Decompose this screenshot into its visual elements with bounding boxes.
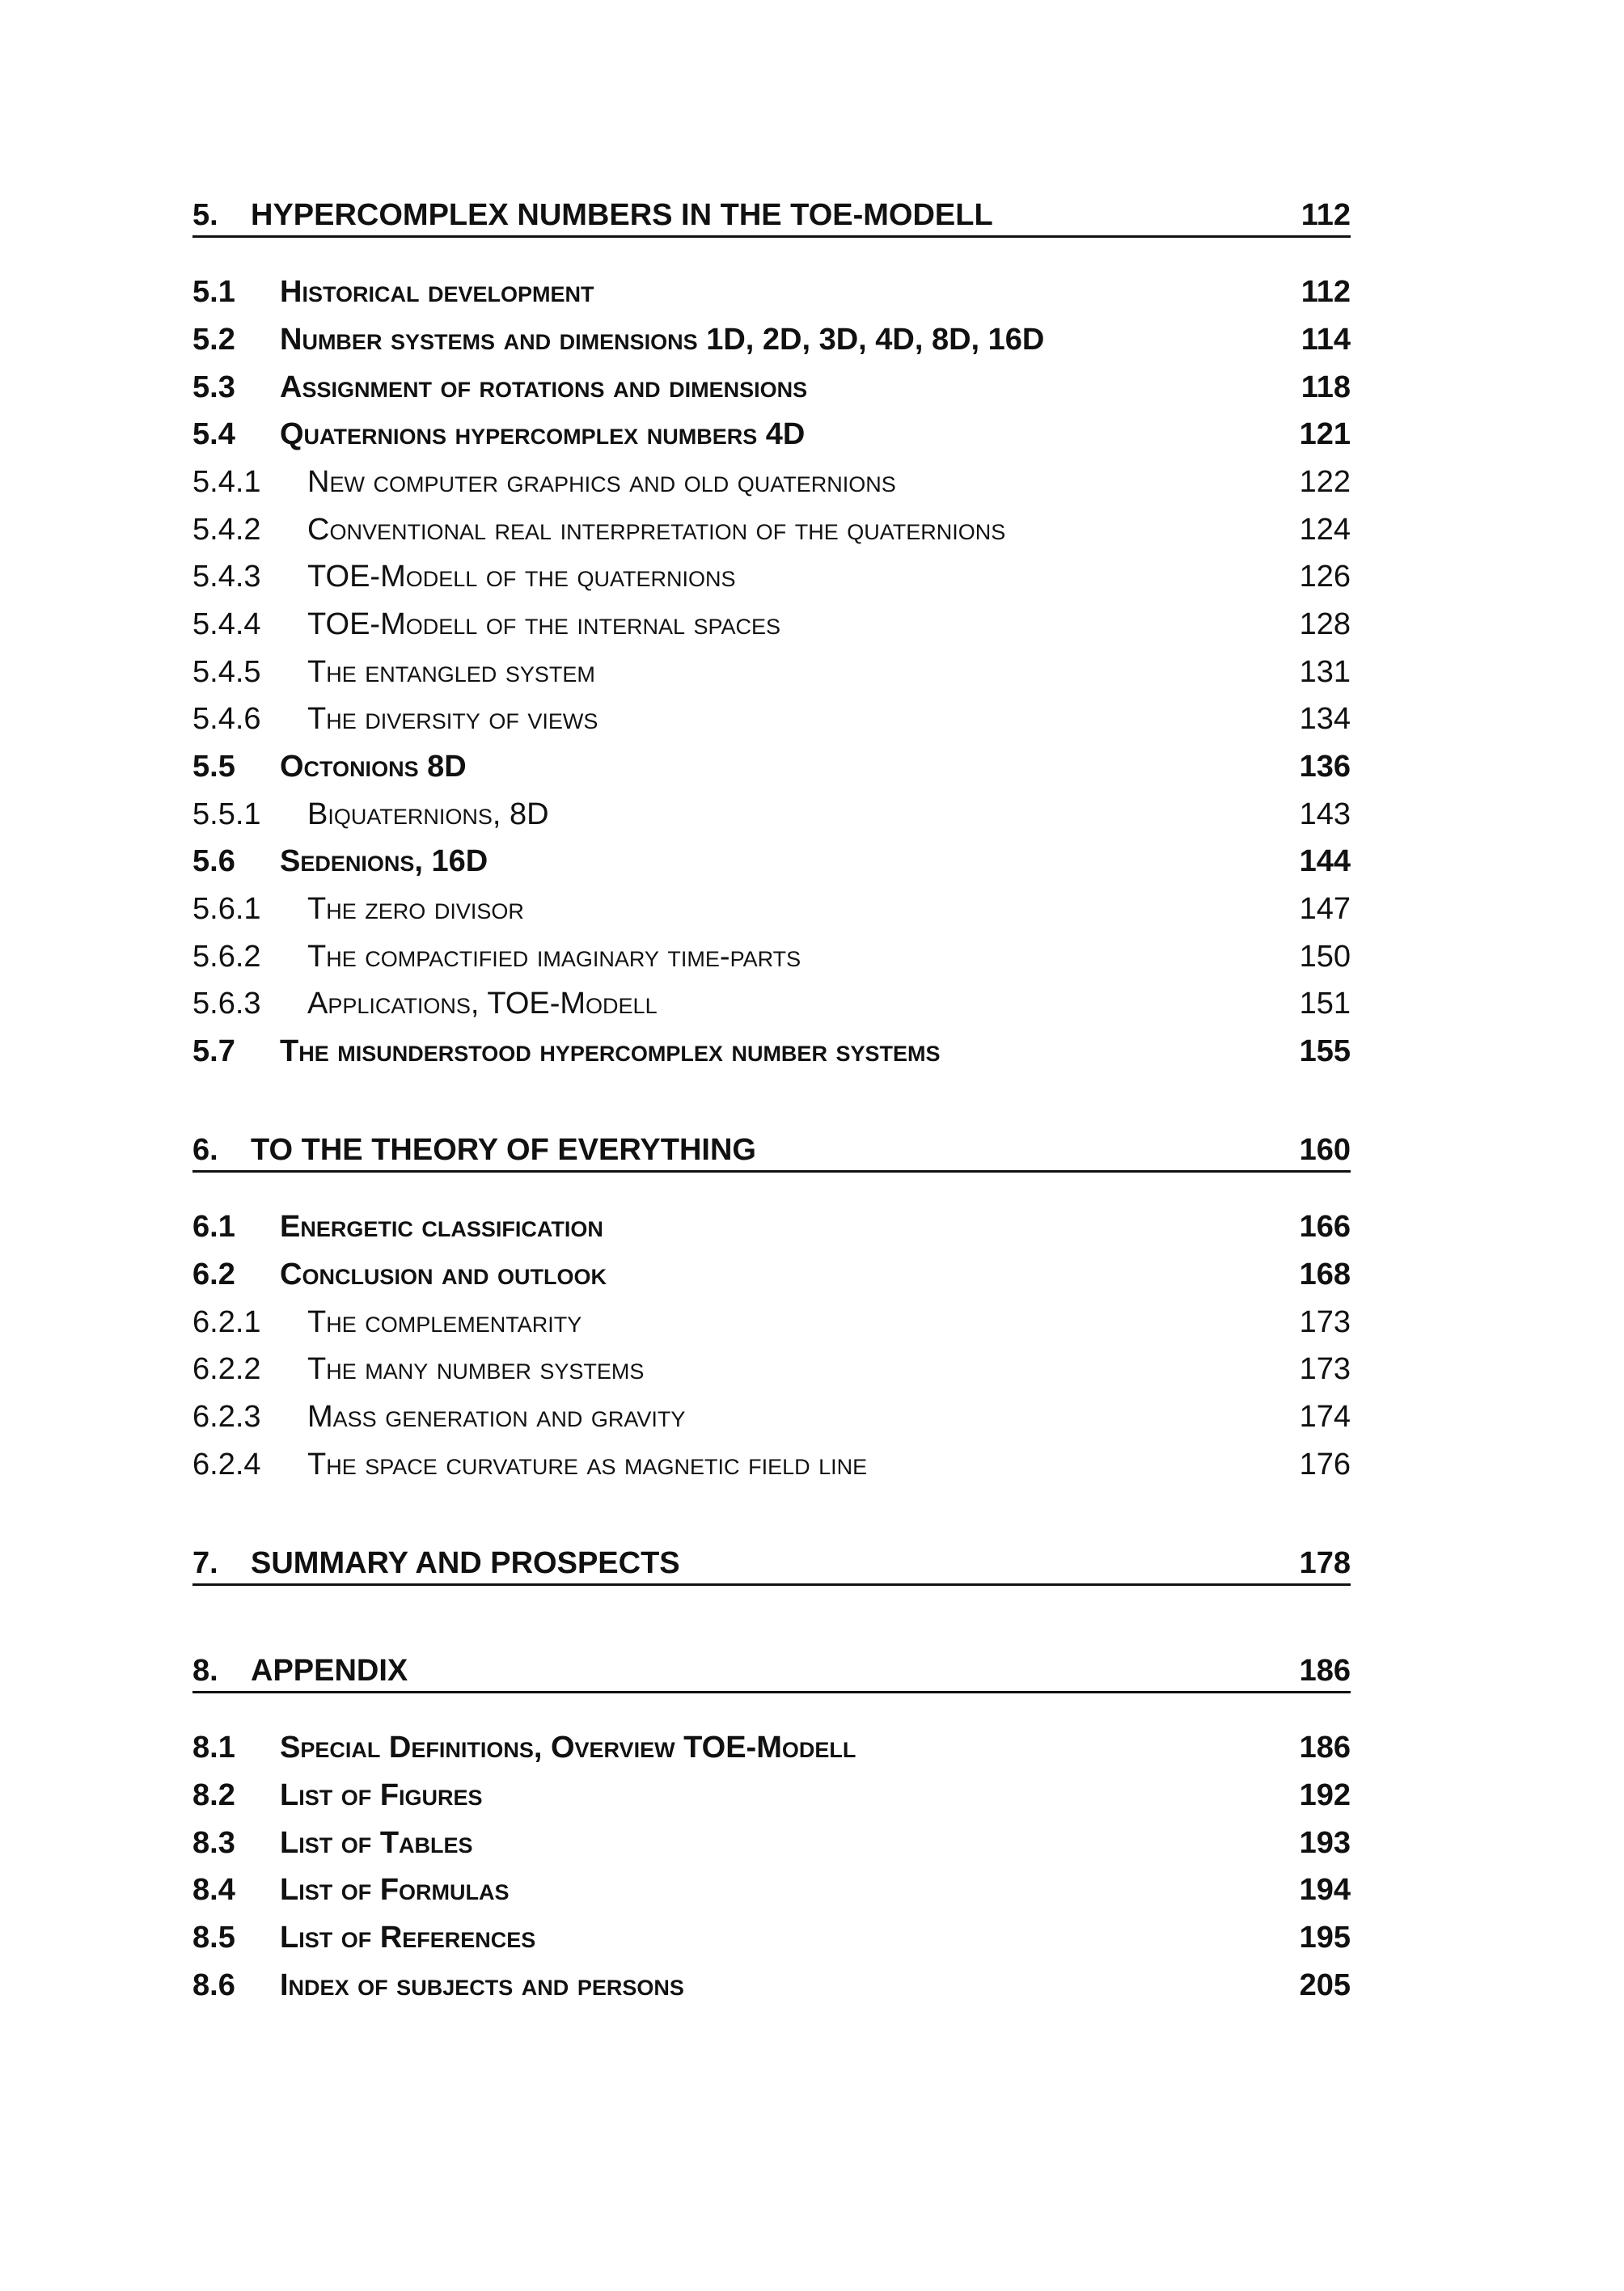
entry-number: 8. [192, 1654, 218, 1688]
entry-number: 5.6.1 [192, 891, 261, 926]
entry-page-number: 173 [1299, 1304, 1351, 1339]
entry-page-number: 166 [1299, 1209, 1351, 1244]
entry-page-number: 195 [1299, 1920, 1351, 1955]
section-entry[interactable] [192, 1967, 1351, 2004]
entry-number: 6.2 [192, 1257, 235, 1291]
entry-number: 8.5 [192, 1920, 235, 1955]
subsection-entry[interactable] [192, 890, 1351, 928]
entry-title: Historical development [280, 274, 594, 309]
entry-number: 5.3 [192, 370, 235, 404]
subsection-entry[interactable] [192, 463, 1351, 501]
entry-number: 6.2.3 [192, 1399, 261, 1434]
section-entry[interactable] [192, 273, 1351, 311]
entry-title: Applications, TOE-Modell [307, 986, 658, 1021]
entry-number: 5.5.1 [192, 797, 261, 831]
subsection-entry[interactable] [192, 700, 1351, 738]
entry-title: TOE-Modell of the quaternions [307, 559, 736, 594]
subsection-entry[interactable] [192, 606, 1351, 643]
entry-title: The complementarity [307, 1304, 582, 1339]
entry-title: List of Figures [280, 1777, 483, 1812]
entry-page-number: 147 [1299, 891, 1351, 926]
entry-page-number: 174 [1299, 1399, 1351, 1434]
entry-page-number: 192 [1299, 1777, 1351, 1812]
section-entry[interactable] [192, 1256, 1351, 1293]
chapter-heading[interactable] [192, 198, 1351, 238]
entry-title: New computer graphics and old quaternions [307, 464, 896, 499]
entry-title: Conventional real interpretation of the quaternions [307, 512, 1006, 547]
entry-number: 5.4 [192, 416, 235, 451]
entry-title: The space curvature as magnetic field line [307, 1447, 868, 1482]
entry-number: 5.4.2 [192, 512, 261, 547]
entry-page-number: 136 [1299, 749, 1351, 784]
entry-title: Number systems and dimensions 1D, 2D, 3D, 4D, 8D, 16D [280, 322, 1045, 357]
entry-page-number: 205 [1299, 1968, 1351, 2002]
entry-title: TO THE THEORY OF EVERYTHING [251, 1133, 756, 1167]
entry-page-number: 186 [1299, 1654, 1351, 1688]
entry-title: Assignment of rotations and dimensions [280, 370, 808, 404]
entry-page-number: 178 [1299, 1546, 1351, 1580]
entry-title: The diversity of views [307, 701, 598, 736]
entry-number: 8.2 [192, 1777, 235, 1812]
subsection-entry[interactable] [192, 1446, 1351, 1483]
entry-title: The entangled system [307, 654, 595, 689]
entry-title: The misunderstood hypercomplex number systems [280, 1033, 941, 1068]
entry-number: 6.2.4 [192, 1447, 261, 1482]
entry-page-number: 112 [1300, 274, 1351, 309]
entry-page-number: 122 [1299, 464, 1351, 499]
subsection-entry[interactable] [192, 1304, 1351, 1341]
entry-number: 5.7 [192, 1033, 235, 1068]
entry-title: The compactified imaginary time-parts [307, 939, 801, 974]
entry-number: 5. [192, 198, 218, 232]
entry-page-number: 150 [1299, 939, 1351, 974]
entry-number: 8.3 [192, 1825, 235, 1860]
entry-number: 5.6.2 [192, 939, 261, 974]
entry-page-number: 124 [1299, 512, 1351, 547]
entry-title: TOE-Modell of the internal spaces [307, 607, 781, 641]
subsection-entry[interactable] [192, 796, 1351, 833]
subsection-entry[interactable] [192, 985, 1351, 1022]
entry-page-number: 186 [1299, 1730, 1351, 1765]
entry-title: Special Definitions, Overview TOE-Modell [280, 1730, 856, 1765]
entry-number: 5.4.1 [192, 464, 261, 499]
section-entry[interactable] [192, 416, 1351, 453]
entry-page-number: 143 [1299, 797, 1351, 831]
chapter-heading[interactable] [192, 1656, 1351, 1693]
entry-title: The zero divisor [307, 891, 524, 926]
entry-title: Sedenions, 16D [280, 843, 488, 878]
section-entry[interactable] [192, 1919, 1351, 1956]
section-entry[interactable] [192, 369, 1351, 406]
entry-page-number: 144 [1299, 843, 1351, 878]
entry-number: 5.2 [192, 322, 235, 357]
entry-page-number: 151 [1299, 986, 1351, 1021]
entry-page-number: 155 [1299, 1033, 1351, 1068]
entry-number: 8.1 [192, 1730, 235, 1765]
entry-title: Index of subjects and persons [280, 1968, 684, 2002]
subsection-entry[interactable] [192, 1398, 1351, 1435]
entry-number: 5.6 [192, 843, 235, 878]
entry-title: List of Formulas [280, 1872, 510, 1907]
section-entry[interactable] [192, 321, 1351, 358]
entry-page-number: 168 [1299, 1257, 1351, 1291]
entry-number: 6. [192, 1133, 218, 1167]
entry-number: 7. [192, 1546, 218, 1580]
entry-number: 5.6.3 [192, 986, 261, 1021]
entry-page-number: 194 [1299, 1872, 1351, 1907]
entry-number: 6.1 [192, 1209, 235, 1244]
entry-title: Biquaternions, 8D [307, 797, 549, 831]
entry-number: 5.4.6 [192, 701, 261, 736]
section-entry[interactable] [192, 748, 1351, 785]
entry-title: List of Tables [280, 1825, 473, 1860]
entry-title: APPENDIX [251, 1654, 408, 1688]
entry-number: 5.1 [192, 274, 235, 309]
entry-number: 8.6 [192, 1968, 235, 2002]
entry-title: Energetic classification [280, 1209, 603, 1244]
chapter-heading[interactable] [192, 1135, 1351, 1173]
entry-page-number: 118 [1300, 370, 1351, 404]
section-entry[interactable] [192, 1729, 1351, 1766]
section-entry[interactable] [192, 1777, 1351, 1814]
chapter-heading[interactable] [192, 1546, 1351, 1586]
entry-number: 5.4.3 [192, 559, 261, 594]
subsection-entry[interactable] [192, 653, 1351, 691]
entry-number: 6.2.1 [192, 1304, 261, 1339]
section-entry[interactable] [192, 1033, 1351, 1070]
entry-title: The many number systems [307, 1351, 645, 1386]
entry-title: Octonions 8D [280, 749, 467, 784]
entry-title: HYPERCOMPLEX NUMBERS IN THE TOE-MODELL [251, 198, 993, 232]
entry-title: Quaternions hypercomplex numbers 4D [280, 416, 806, 451]
entry-page-number: 121 [1299, 416, 1351, 451]
entry-title: Conclusion and outlook [280, 1257, 607, 1291]
entry-page-number: 160 [1299, 1133, 1351, 1167]
entry-page-number: 114 [1300, 322, 1351, 357]
entry-page-number: 173 [1299, 1351, 1351, 1386]
entry-page-number: 131 [1299, 654, 1351, 689]
section-entry[interactable] [192, 1208, 1351, 1245]
entry-page-number: 176 [1299, 1447, 1351, 1482]
entry-title: SUMMARY AND PROSPECTS [251, 1546, 680, 1580]
entry-page-number: 112 [1300, 198, 1351, 232]
subsection-entry[interactable] [192, 511, 1351, 548]
entry-page-number: 134 [1299, 701, 1351, 736]
entry-number: 8.4 [192, 1872, 235, 1907]
subsection-entry[interactable] [192, 938, 1351, 975]
entry-page-number: 126 [1299, 559, 1351, 594]
entry-page-number: 128 [1299, 607, 1351, 641]
entry-number: 6.2.2 [192, 1351, 261, 1386]
section-entry[interactable] [192, 843, 1351, 880]
subsection-entry[interactable] [192, 1351, 1351, 1388]
subsection-entry[interactable] [192, 558, 1351, 595]
entry-number: 5.4.4 [192, 607, 261, 641]
entry-page-number: 193 [1299, 1825, 1351, 1860]
section-entry[interactable] [192, 1871, 1351, 1908]
entry-number: 5.4.5 [192, 654, 261, 689]
entry-title: List of References [280, 1920, 536, 1955]
entry-title: Mass generation and gravity [307, 1399, 686, 1434]
section-entry[interactable] [192, 1824, 1351, 1862]
entry-number: 5.5 [192, 749, 235, 784]
